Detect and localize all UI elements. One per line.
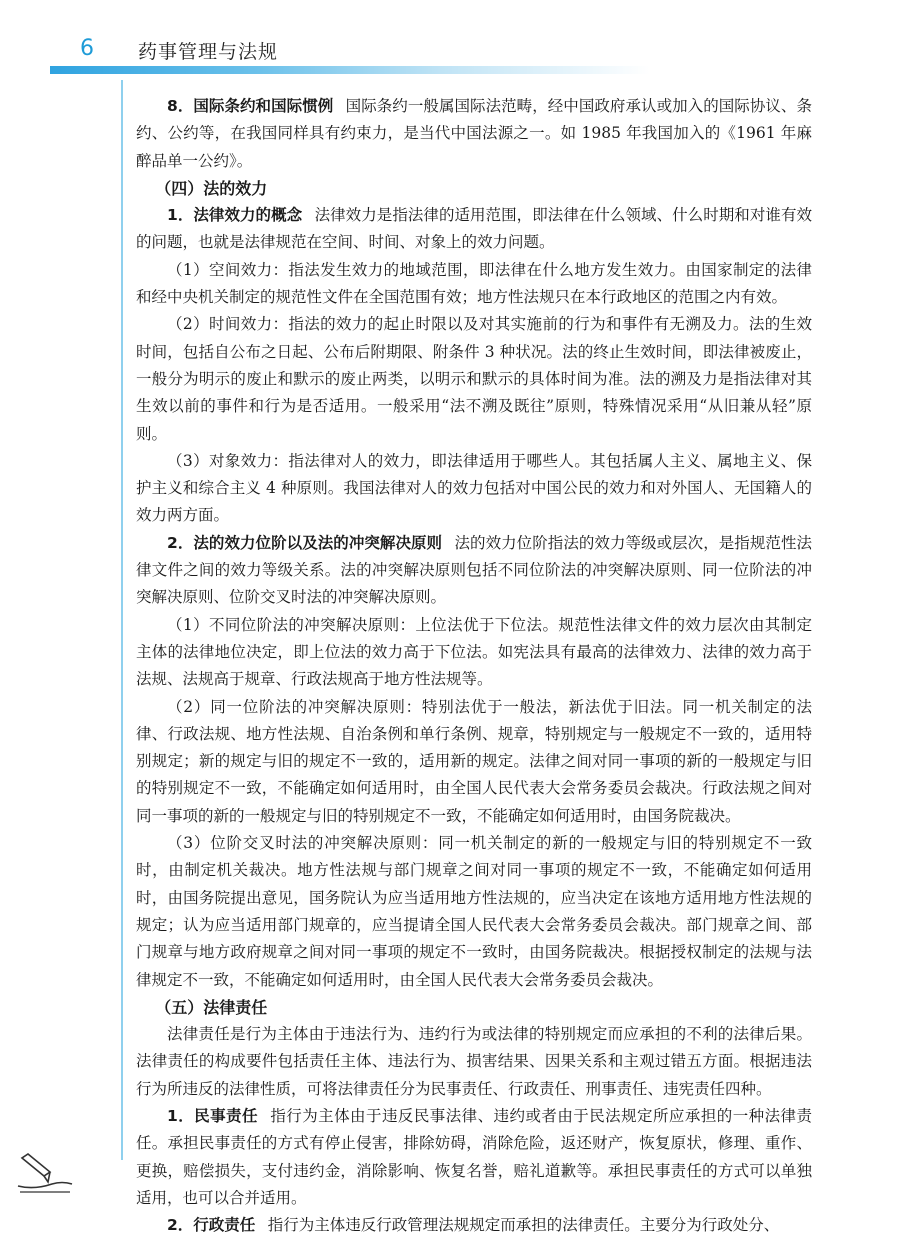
paragraph-temporal-effect: （2）时间效力：指法的效力的起止时限以及对其实施前的行为和事件有无溯及力。法的生效时间，包括自公布之日起、公布后附期限、附条件 3 种状况。法的终止生效时间，即法律被废止，一般分为明示的废止和默示的废止两类，以明示和默示的具体时间为准。法的溯及力是指法律对其生效以前的事件和行为是否适用。一般采用“法不溯及既往”原则，特殊情况采用“从旧兼从轻”原则。 bbox=[136, 315, 812, 443]
heading-administrative-liability: 2．行政责任 bbox=[167, 1216, 256, 1235]
section-title-legal-liability: （五）法律责任 bbox=[155, 997, 268, 1017]
paragraph-effect-hierarchy bbox=[136, 530, 812, 612]
paragraph-concept-of-legal-effect bbox=[136, 202, 812, 257]
text-effect-hierarchy: 法的效力位阶指法的效力等级或层次，是指规范性法律文件之间的效力等级关系。法的冲突解决原则包括不同位阶法的冲突解决原则、同一位阶法的冲突解决原则、位阶交叉时法的冲突解决原则。 bbox=[136, 533, 812, 607]
margin-rule bbox=[121, 80, 123, 1160]
pen-icon bbox=[14, 1150, 74, 1194]
paragraph-cross-rank-conflict: （3）位阶交叉时法的冲突解决原则：同一机关制定的新的一般规定与旧的特别规定不一致时，由制定机关裁决。地方性法规与部门规章之间对同一事项的规定不一致，不能确定如何适用时，由国务院提出意见，国务院认为应当适用地方性法规的，应当决定在该地方适用地方性法规的规定；认为应当适用部门规章的，应当提请全国人民代表大会常务委员会裁决。部门规章之间、部门规章与地方政府规章之间对同一事项的规定不一致时，由国务院裁决。根据授权制定的法规与法律规定不一致，不能确定如何适用时，由全国人民代表大会常务委员会裁决。 bbox=[136, 834, 812, 989]
paragraph-international-treaties bbox=[136, 93, 812, 175]
text-concept-of-legal-effect: 法律效力是指法律的适用范围，即法律在什么领域、什么时期和对谁有效的问题，也就是法律规范在空间、时间、对象上的效力问题。 bbox=[136, 206, 812, 252]
heading-international-treaties: 8．国际条约和国际惯例 bbox=[167, 97, 334, 115]
text-civil-liability: 指行为主体由于违反民事法律、违约或者由于民法规定所应承担的一种法律责任。承担民事责任的方式有停止侵害，排除妨碍，消除危险，返还财产，恢复原状，修理、重作、更换，赔偿损失，支付违约金，消除影响、恢复名誉，赔礼道歉等。承担民事责任的方式可以单独适用，也可以合并适用。 bbox=[136, 1106, 812, 1207]
heading-civil-liability: 1．民事责任 bbox=[167, 1106, 258, 1125]
paragraph-administrative-liability bbox=[136, 1212, 812, 1239]
paragraph-legal-liability-intro: 法律责任是行为主体由于违法行为、违约行为或法律的特别规定而应承担的不利的法律后果。法律责任的构成要件包括责任主体、违法行为、损害结果、因果关系和主观过错五方面。根据违法行为所违反的法律性质，可将法律责任分为民事责任、行政责任、刑事责任、违宪责任四种。 bbox=[136, 1025, 812, 1098]
book-title: 药事管理与法规 bbox=[138, 41, 279, 63]
section-title-effect-of-law: （四）法的效力 bbox=[155, 178, 268, 198]
paragraph-object-effect: （3）对象效力：指法律对人的效力，即法律适用于哪些人。其包括属人主义、属地主义、保护主义和综合主义 4 种原则。我国法律对人的效力包括对中国公民的效力和对外国人、无国籍人的效力两方面。 bbox=[136, 451, 812, 525]
text-international-treaties: 国际条约一般属国际法范畴，经中国政府承认或加入的国际协议、条约、公约等，在我国同样具有约束力，是当代中国法源之一。如 1985 年我国加入的《1961 年麻醉品单一公约》。 bbox=[136, 97, 812, 170]
paragraph-spatial-effect: （1）空间效力：指法发生效力的地域范围，即法律在什么地方发生效力。由国家制定的法律和经中央机关制定的规范性文件在全国范围有效；地方性法规只在本行政地区的范围之内有效。 bbox=[136, 260, 812, 307]
page-number: 6 bbox=[80, 36, 94, 61]
text-administrative-liability: 指行为主体违反行政管理法规规定而承担的法律责任。主要分为行政处分、 bbox=[267, 1216, 780, 1235]
heading-effect-hierarchy: 2．法的效力位阶以及法的冲突解决原则 bbox=[167, 533, 443, 552]
paragraph-different-rank-conflict: （1）不同位阶法的冲突解决原则：上位法优于下位法。规范性法律文件的效力层次由其制定主体的法律地位决定，即上位法的效力高于下位法。如宪法具有最高的法律效力、法律的效力高于法规、法规高于规章、行政法规高于地方性法规等。 bbox=[136, 615, 812, 689]
page-body bbox=[136, 93, 812, 1239]
paragraph-same-rank-conflict: （2）同一位阶法的冲突解决原则：特别法优于一般法，新法优于旧法。同一机关制定的法律、行政法规、地方性法规、自治条例和单行条例、规章，特别规定与一般规定不一致的，适用特别规定；新的规定与旧的规定不一致的，适用新的规定。法律之间对同一事项的新的一般规定与旧的特别规定不一致，不能确定如何适用时，由全国人民代表大会常务委员会裁决。行政法规之间对同一事项的新的一般规定与旧的特别规定不一致，不能确定如何适用时，由国务院裁决。 bbox=[136, 697, 812, 825]
heading-concept-of-legal-effect: 1．法律效力的概念 bbox=[167, 206, 303, 225]
paragraph-civil-liability bbox=[136, 1103, 812, 1212]
page-header bbox=[0, 0, 900, 80]
header-gradient-rule bbox=[50, 66, 650, 74]
